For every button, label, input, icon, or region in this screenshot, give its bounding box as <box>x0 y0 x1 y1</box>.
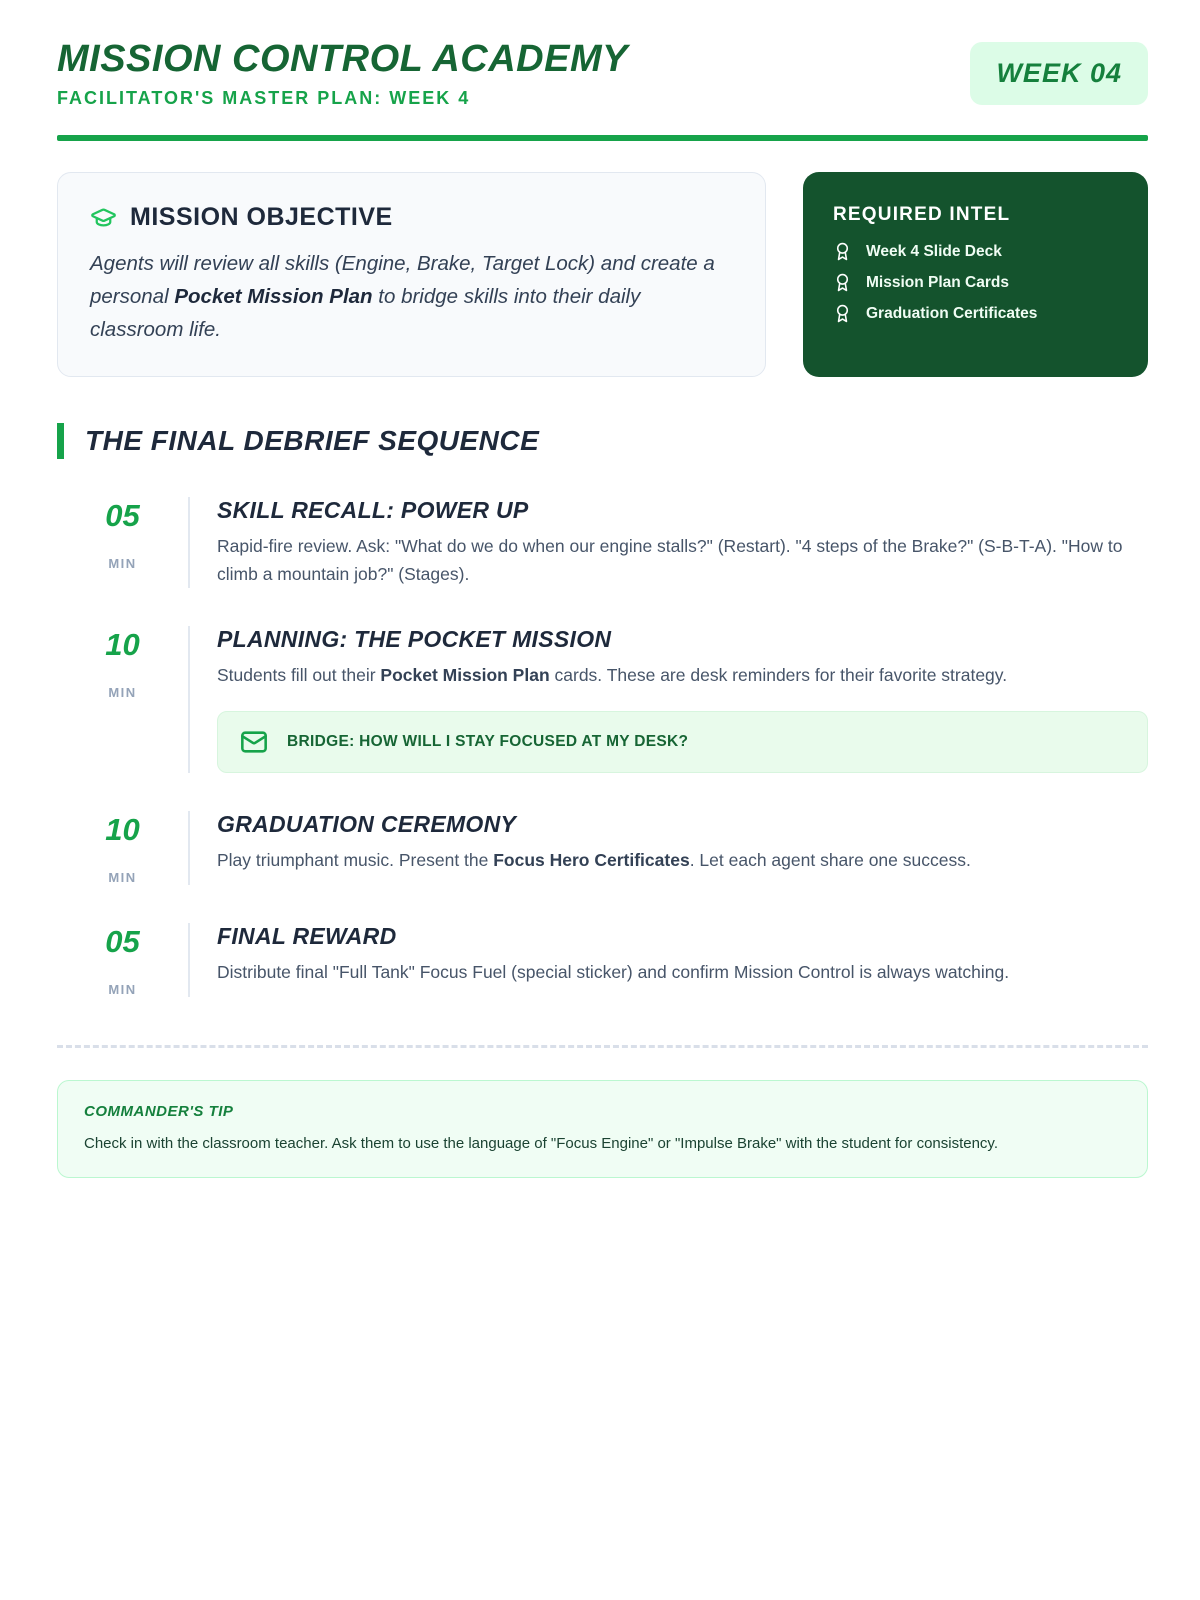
commanders-tip-card <box>57 1080 1148 1179</box>
award-icon <box>833 304 852 323</box>
sequence-header <box>57 423 1148 459</box>
sequence-title: THE FINAL DEBRIEF SEQUENCE <box>85 425 540 457</box>
intel-item <box>833 273 1118 292</box>
sequence-item-time <box>57 497 188 587</box>
sequence-item-time <box>57 811 188 885</box>
body-text-segment: . Let each agent share one success. <box>689 849 971 870</box>
objective-title: MISSION OBJECTIVE <box>130 203 393 231</box>
award-icon <box>833 273 852 292</box>
sequence-item-body <box>217 662 1148 689</box>
mission-objective-card <box>57 172 766 377</box>
objective-body-prefix: Agents will review all skills (Engine, Brake, Target Lock) and create a personal <box>90 252 715 308</box>
sequence-item <box>57 497 1148 587</box>
intel-item-label: Mission Plan Cards <box>866 273 1009 291</box>
header <box>57 38 1148 109</box>
intel-title: REQUIRED INTEL <box>833 204 1011 225</box>
sequence-item-time <box>57 626 188 773</box>
sequence-item-time <box>57 923 188 997</box>
sequence-item-content <box>188 626 1148 773</box>
sequence-item-body <box>217 959 1148 986</box>
duration-unit: MIN <box>108 981 137 997</box>
top-section <box>57 172 1148 377</box>
sequence-item <box>57 626 1148 773</box>
tip-title: COMMANDER'S TIP <box>84 1102 234 1120</box>
objective-body <box>90 248 733 346</box>
objective-body-bold: Pocket Mission Plan <box>174 284 373 308</box>
body-bold-segment: Focus Hero Certificates <box>493 849 690 870</box>
required-intel-card <box>803 172 1148 377</box>
objective-header <box>90 203 733 232</box>
duration-value: 10 <box>105 626 140 662</box>
callout-text: BRIDGE: HOW WILL I STAY FOCUSED AT MY DESK? <box>287 732 689 750</box>
sequence-item-title: GRADUATION CEREMONY <box>217 810 517 837</box>
dashed-divider <box>57 1045 1148 1048</box>
week-badge: WEEK 04 <box>970 42 1148 105</box>
graduation-cap-icon <box>90 204 117 231</box>
sequence-section <box>57 423 1148 996</box>
tip-body: Check in with the classroom teacher. Ask them to use the language of "Focus Engine" or "Impulse Brake" with the student for consistency. <box>84 1134 998 1152</box>
header-titles <box>57 38 628 109</box>
body-text-segment: Rapid-fire review. Ask: "What do we do when our engine stalls?" (Restart). "4 steps of the Brake?" (S-B-T-A). "How to climb a mountain job?" (Stages). <box>217 536 1123 584</box>
body-text-segment: cards. These are desk reminders for their favorite strategy. <box>549 664 1008 685</box>
duration-unit: MIN <box>108 869 137 885</box>
page-title: MISSION CONTROL ACADEMY <box>57 38 628 80</box>
sequence-item-content <box>188 811 1148 885</box>
intel-item-label: Week 4 Slide Deck <box>866 242 1002 260</box>
duration-value: 10 <box>105 811 140 847</box>
sequence-item <box>57 811 1148 885</box>
duration-unit: MIN <box>108 556 137 572</box>
sequence-item-body <box>217 533 1148 587</box>
body-text-segment: Play triumphant music. Present the <box>217 849 494 870</box>
mail-icon <box>240 728 268 756</box>
sequence-item-content <box>188 923 1148 997</box>
body-text-segment: Students fill out their <box>217 664 381 685</box>
header-rule <box>57 135 1148 141</box>
duration-unit: MIN <box>108 684 137 700</box>
bridge-callout <box>217 711 1148 773</box>
duration-value: 05 <box>105 498 140 534</box>
intel-item <box>833 304 1118 323</box>
duration-value: 05 <box>105 923 140 959</box>
body-text-segment: Distribute final "Full Tank" Focus Fuel (special sticker) and confirm Mission Control is always watching. <box>217 961 1010 982</box>
sequence-item-body <box>217 847 1148 874</box>
body-bold-segment: Pocket Mission Plan <box>380 664 550 685</box>
sequence-item-title: FINAL REWARD <box>217 922 397 949</box>
page-subtitle: FACILITATOR'S MASTER PLAN: WEEK 4 <box>57 88 471 108</box>
section-accent-bar <box>57 423 64 459</box>
sequence-item <box>57 923 1148 997</box>
award-icon <box>833 242 852 261</box>
sequence-list <box>57 497 1148 996</box>
sequence-item-title: PLANNING: THE POCKET MISSION <box>217 625 612 652</box>
intel-item <box>833 242 1118 261</box>
sequence-item-content <box>188 497 1148 587</box>
objective-body-suffix: to bridge skills into their daily classroom life. <box>90 284 641 341</box>
intel-list <box>833 242 1118 323</box>
intel-item-label: Graduation Certificates <box>866 304 1038 322</box>
sequence-item-title: SKILL RECALL: POWER UP <box>217 497 529 524</box>
